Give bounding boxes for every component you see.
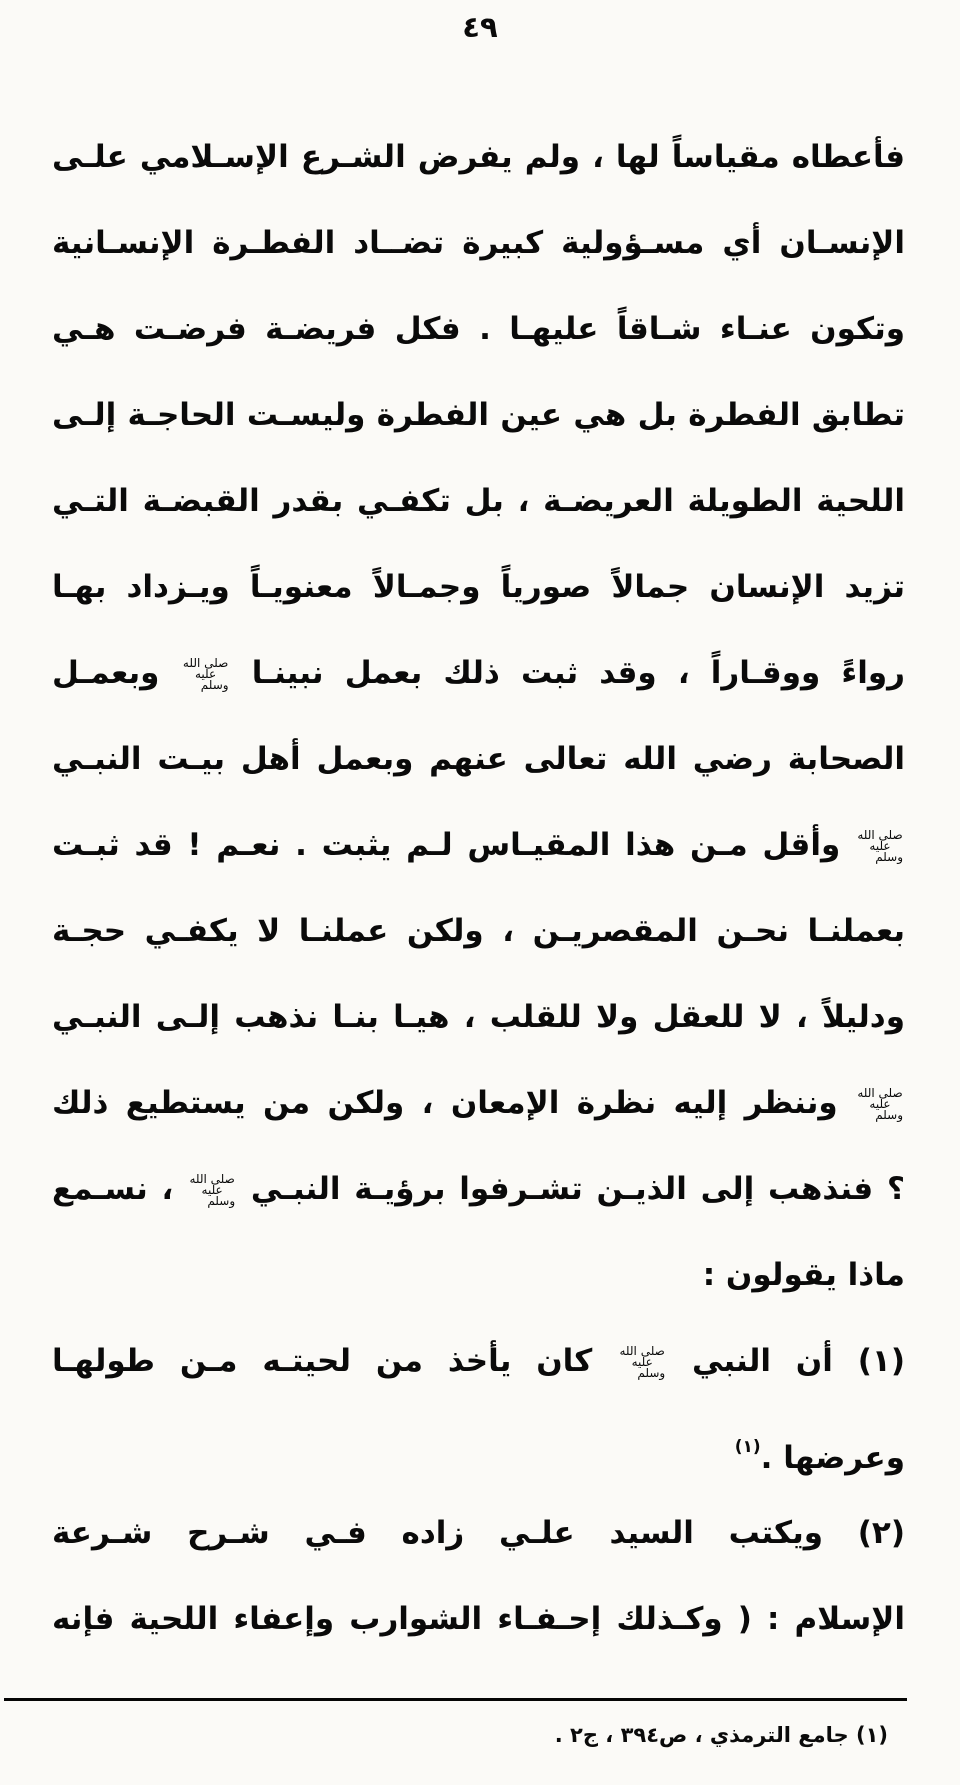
text-line-continuation: وعرضها . <box>760 1440 905 1476</box>
saw-honorific-icon: صلى الله عليه وسلم <box>189 1172 236 1208</box>
saw-honorific-icon: صلى الله عليه وسلم <box>857 828 903 864</box>
text-line: تطابق الفطرة بل هي عين الفطرة وليسـت الحاجـة إلـى <box>52 397 905 433</box>
body-text <box>52 114 905 1662</box>
footnote-text: (١) جامع الترمذي ، ص٣٩٤ ، ج٢ . <box>554 1723 888 1747</box>
text-line-numbered-item-1: (١) أن النبي صلى الله عليه وسلم كان يأخذ من لحيتـه مـن طولهـا <box>52 1343 905 1380</box>
text-line: الإنسـان أي مسـؤولية كبيرة تضــاد الفطـرة الإنسـانية <box>52 225 905 261</box>
text-line: ماذا يقولون : <box>702 1257 905 1293</box>
text-line: اللحية الطويلة العريضـة ، بل تكفـي بقدر القبضـة التـي <box>52 483 905 519</box>
saw-honorific-icon: صلى الله عليه وسلم <box>619 1344 666 1380</box>
text-line: تزيد الإنسان جمالاً صورياً وجمـالاً معنويـاً ويـزداد بهـا <box>52 569 905 605</box>
footnote-reference-marker: (١) <box>734 1437 761 1457</box>
text-line: صلى الله عليه وسلم وأقل مـن هذا المقيـاس لـم يثبت . نعـم ! قد ثبـت <box>52 827 903 864</box>
text-line-numbered-item-2: (٢) ويكتب السيد علـي زاده فـي شـرح شـرعة <box>52 1515 905 1551</box>
text-line <box>52 1404 905 1490</box>
text-line: ؟ فنذهب إلى الذيـن تشـرفوا برؤيـة النبـي صلى الله عليه وسلم ، نسـمع <box>52 1171 905 1208</box>
text-line: رواءً ووقـاراً ، وقد ثبت ذلك بعمل نبينـا صلى الله عليه وسلم وبعمـل <box>52 655 905 692</box>
text-line: الإسلام : ( وكـذلك إحـفـاء الشوارب وإعفاء اللحية فإنه <box>52 1601 905 1637</box>
text-line: وتكون عنـاء شـاقاً عليهـا . فكل فريضـة فرضـت هـي <box>52 311 905 347</box>
page-number: ٤٩ <box>462 10 498 44</box>
text-line: الصحابة رضي الله تعالى عنهم وبعمل أهل بيـت النبـي <box>52 741 905 777</box>
text-line: فأعطاه مقياساً لها ، ولم يفرض الشـرع الإسـلامي علـى <box>52 139 905 175</box>
footnote-section <box>0 1698 960 1747</box>
saw-honorific-icon: صلى الله عليه وسلم <box>182 656 229 692</box>
saw-honorific-icon: صلى الله عليه وسلم <box>857 1086 903 1122</box>
text-line: ودليلاً ، لا للعقل ولا للقلب ، هيـا بنـا نذهب إلـى النبـي <box>52 999 905 1035</box>
text-line: صلى الله عليه وسلم وننظر إليه نظرة الإمعان ، ولكن من يستطيع ذلك <box>52 1085 903 1122</box>
text-line: بعملنـا نحـن المقصريـن ، ولكن عملنـا لا يكفـي حجـة <box>52 913 905 949</box>
